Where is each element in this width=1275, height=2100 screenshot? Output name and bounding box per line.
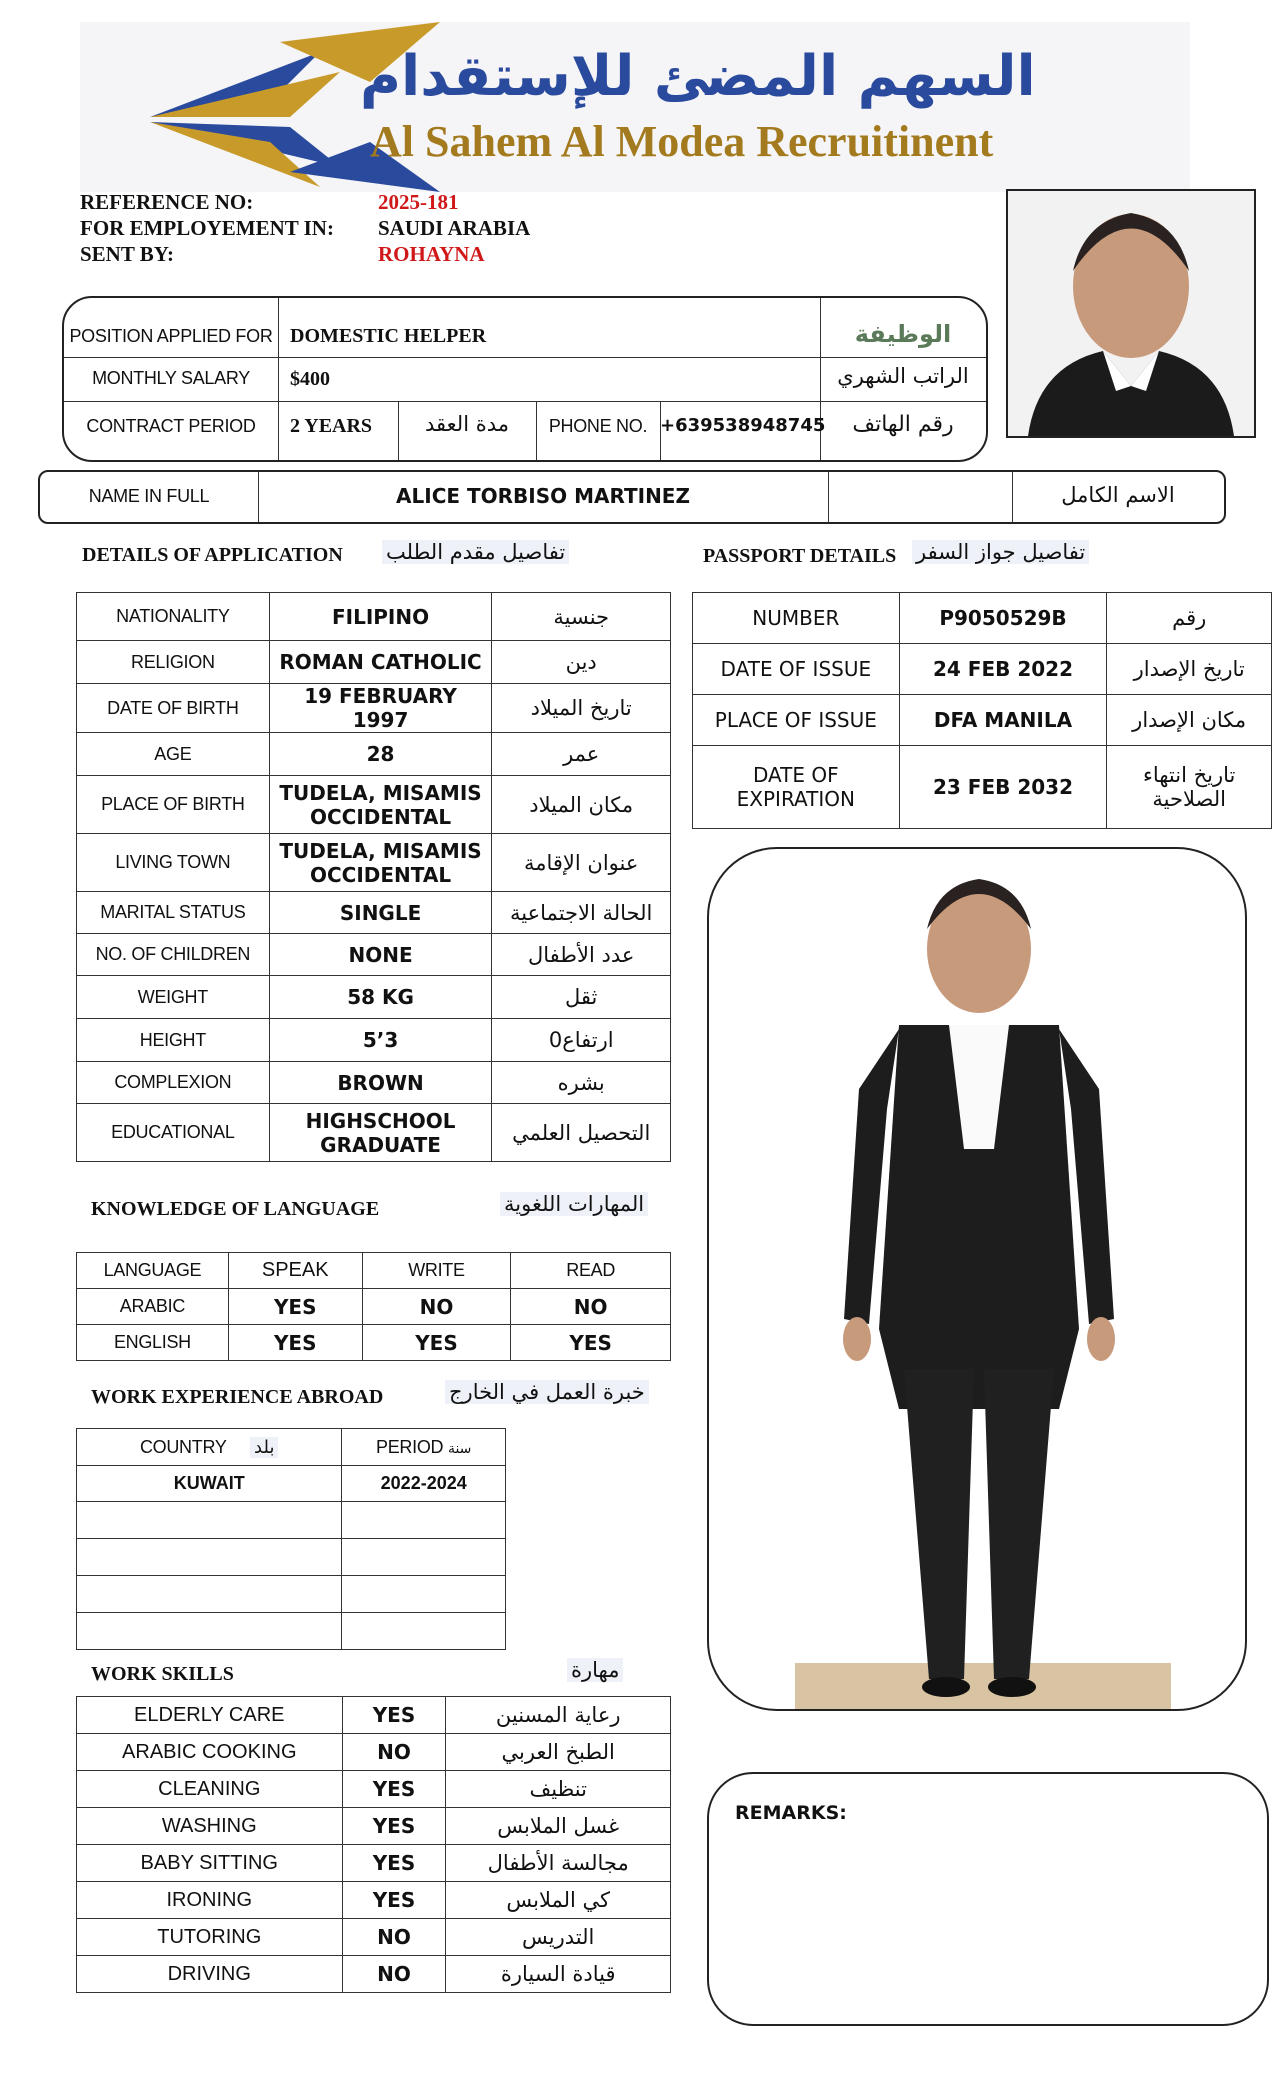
table-row	[77, 1502, 506, 1539]
passport-photo	[1006, 189, 1256, 438]
cell-label: LIVING TOWN	[77, 834, 270, 892]
cell-skill: ARABIC COOKING	[77, 1734, 343, 1771]
table-row	[77, 1771, 671, 1808]
employment-value: SAUDI ARABIA	[378, 216, 531, 240]
cell-period	[342, 1502, 506, 1539]
cell-value: TUDELA, MISAMIS OCCIDENTAL	[269, 776, 492, 834]
employment-label: FOR EMPLOYEMENT IN:	[80, 216, 334, 240]
header-speak: SPEAK	[228, 1253, 362, 1289]
salary-value: $400	[290, 368, 330, 390]
cell-arabic: جنسية	[492, 593, 671, 641]
cell-value: NO	[342, 1734, 446, 1771]
remarks-box	[707, 1772, 1269, 2026]
cell-arabic: مكان الإصدار	[1107, 695, 1272, 746]
cell-write: YES	[362, 1325, 511, 1361]
skills-title: WORK SKILLS	[91, 1663, 234, 1685]
remarks-label: REMARKS:	[735, 1802, 847, 1824]
cell-value: ROMAN CATHOLIC	[269, 641, 492, 684]
table-row	[77, 776, 671, 834]
cell-label: WEIGHT	[77, 976, 270, 1019]
table-row	[77, 1613, 506, 1650]
table-row	[77, 1429, 506, 1466]
cell-value: 5’3	[269, 1019, 492, 1062]
cell-country	[77, 1613, 342, 1650]
cell-value: 58 KG	[269, 976, 492, 1019]
cell-label: DATE OF BIRTH	[77, 684, 270, 733]
experience-title-arabic: خبرة العمل في الخارج	[445, 1380, 649, 1404]
table-row	[77, 1289, 671, 1325]
cell-value: SINGLE	[269, 892, 492, 934]
table-row	[77, 1576, 506, 1613]
application-title-arabic: تفاصيل مقدم الطلب	[382, 540, 569, 564]
table-row	[77, 1539, 506, 1576]
sent-by-label: SENT BY:	[80, 242, 174, 266]
table-row	[77, 1062, 671, 1104]
cell-value: NONE	[269, 934, 492, 976]
cell-value: 23 FEB 2032	[899, 746, 1107, 829]
application-table	[76, 592, 671, 1162]
period-arabic: سنة	[447, 1440, 472, 1457]
cell-arabic: مجالسة الأطفال	[446, 1845, 671, 1882]
salary-arabic: الراتب الشهري	[837, 364, 969, 388]
cell-arabic: تاريخ انتهاء الصلاحية	[1107, 746, 1272, 829]
cell-language: ENGLISH	[77, 1325, 229, 1361]
cell-label: EDUCATIONAL	[77, 1104, 270, 1162]
cell-value: NO	[342, 1956, 446, 1993]
cell-label: MARITAL STATUS	[77, 892, 270, 934]
application-title: DETAILS OF APPLICATION	[82, 544, 343, 566]
reference-label: REFERENCE NO:	[80, 190, 254, 214]
cell-value: YES	[342, 1882, 446, 1919]
full-body-photo-frame	[707, 847, 1247, 1711]
cell-arabic: تنظيف	[446, 1771, 671, 1808]
period-label: PERIOD	[376, 1436, 444, 1457]
company-name-arabic: السهم المضئ للإستقدام	[360, 44, 1036, 109]
cell-skill: ELDERLY CARE	[77, 1697, 343, 1734]
cell-skill: DRIVING	[77, 1956, 343, 1993]
table-row	[693, 746, 1272, 829]
cell-value: DFA MANILA	[899, 695, 1107, 746]
table-row	[693, 593, 1272, 644]
table-row	[77, 733, 671, 776]
table-row	[77, 684, 671, 733]
table-row	[77, 1466, 506, 1502]
cell-label: HEIGHT	[77, 1019, 270, 1062]
cell-arabic: بشره	[492, 1062, 671, 1104]
country-arabic: بلد	[250, 1437, 278, 1458]
country-label: COUNTRY	[139, 1436, 227, 1457]
cell-country: KUWAIT	[77, 1466, 342, 1502]
cell-arabic: تاريخ الإصدار	[1107, 644, 1272, 695]
salary-label: MONTHLY SALARY	[92, 368, 250, 388]
cell-label: NATIONALITY	[77, 593, 270, 641]
cell-value: FILIPINO	[269, 593, 492, 641]
cell-skill: IRONING	[77, 1882, 343, 1919]
cell-value: 19 FEBRUARY 1997	[269, 684, 492, 733]
cell-arabic: التحصيل العلمي	[492, 1104, 671, 1162]
table-row	[77, 834, 671, 892]
name-arabic: الاسم الكامل	[1061, 483, 1175, 507]
cell-country	[77, 1502, 342, 1539]
table-row	[77, 1956, 671, 1993]
table-row	[77, 892, 671, 934]
table-row	[77, 1734, 671, 1771]
cell-value: P9050529B	[899, 593, 1107, 644]
cell-label: AGE	[77, 733, 270, 776]
cell-arabic: دين	[492, 641, 671, 684]
cell-arabic: التدريس	[446, 1919, 671, 1956]
cell-skill: TUTORING	[77, 1919, 343, 1956]
cell-skill: WASHING	[77, 1808, 343, 1845]
cell-label: DATE OF ISSUE	[693, 644, 900, 695]
cell-arabic: رقم	[1107, 593, 1272, 644]
cell-label: PLACE OF BIRTH	[77, 776, 270, 834]
cell-arabic: قيادة السيارة	[446, 1956, 671, 1993]
cell-speak: YES	[228, 1289, 362, 1325]
cell-write: NO	[362, 1289, 511, 1325]
cell-label: DATE OF EXPIRATION	[693, 746, 900, 829]
cell-value: YES	[342, 1697, 446, 1734]
position-label: POSITION APPLIED FOR	[69, 326, 273, 346]
table-row	[77, 1104, 671, 1162]
table-row	[77, 1253, 671, 1289]
cell-value: YES	[342, 1845, 446, 1882]
cell-value: 28	[269, 733, 492, 776]
table-row	[693, 644, 1272, 695]
table-row	[693, 695, 1272, 746]
sent-by-value: ROHAYNA	[378, 242, 485, 266]
header-country	[77, 1429, 342, 1466]
language-title: KNOWLEDGE OF LANGUAGE	[91, 1198, 380, 1220]
table-row	[77, 1325, 671, 1361]
cell-arabic: ارتفاع0	[492, 1019, 671, 1062]
cell-value: YES	[342, 1771, 446, 1808]
cell-arabic: كي الملابس	[446, 1882, 671, 1919]
cell-period	[342, 1576, 506, 1613]
skills-table	[76, 1696, 671, 1993]
cell-skill: BABY SITTING	[77, 1845, 343, 1882]
cell-read: NO	[511, 1289, 671, 1325]
phone-label: PHONE NO.	[548, 416, 648, 436]
name-label: NAME IN FULL	[88, 486, 210, 506]
language-title-arabic: المهارات اللغوية	[500, 1192, 648, 1216]
table-row	[77, 976, 671, 1019]
table-row	[77, 934, 671, 976]
cell-label: COMPLEXION	[77, 1062, 270, 1104]
table-row	[77, 1019, 671, 1062]
position-value: DOMESTIC HELPER	[290, 325, 487, 347]
cell-read: YES	[511, 1325, 671, 1361]
header-period	[342, 1429, 506, 1466]
passport-table	[692, 592, 1272, 829]
cell-label: NO. OF CHILDREN	[77, 934, 270, 976]
table-row	[77, 1845, 671, 1882]
cell-arabic: رعاية المسنين	[446, 1697, 671, 1734]
cell-period	[342, 1539, 506, 1576]
contract-value: 2 YEARS	[290, 415, 373, 437]
cell-label: PLACE OF ISSUE	[693, 695, 900, 746]
name-value: ALICE TORBISO MARTINEZ	[396, 484, 690, 508]
cell-language: ARABIC	[77, 1289, 229, 1325]
phone-value: +639538948745	[660, 415, 826, 436]
cell-arabic: عنوان الإقامة	[492, 834, 671, 892]
cell-value: 24 FEB 2022	[899, 644, 1107, 695]
cell-arabic: مكان الميلاد	[492, 776, 671, 834]
cell-arabic: ثقل	[492, 976, 671, 1019]
cell-period	[342, 1613, 506, 1650]
passport-title-arabic: تفاصيل جواز السفر	[912, 540, 1089, 564]
cell-value: TUDELA, MISAMIS OCCIDENTAL	[269, 834, 492, 892]
position-arabic: الوظيفة	[854, 320, 952, 348]
cell-arabic: غسل الملابس	[446, 1808, 671, 1845]
cell-value: BROWN	[269, 1062, 492, 1104]
cell-value: HIGHSCHOOL GRADUATE	[269, 1104, 492, 1162]
company-name-english: Al Sahem Al Modea Recruitinent	[370, 117, 994, 166]
reference-value: 2025-181	[378, 190, 459, 214]
cell-arabic: عمر	[492, 733, 671, 776]
cell-value: YES	[342, 1808, 446, 1845]
passport-title: PASSPORT DETAILS	[703, 545, 897, 567]
cell-skill: CLEANING	[77, 1771, 343, 1808]
cell-arabic: عدد الأطفال	[492, 934, 671, 976]
experience-table	[76, 1428, 506, 1650]
skills-title-arabic: مهارة	[567, 1658, 623, 1682]
table-row	[77, 593, 671, 641]
table-row	[77, 1919, 671, 1956]
cell-arabic: الطبخ العربي	[446, 1734, 671, 1771]
position-box	[62, 296, 988, 462]
cell-country	[77, 1576, 342, 1613]
table-row	[77, 1882, 671, 1919]
language-table	[76, 1252, 671, 1361]
contract-arabic: مدة العقد	[425, 412, 509, 436]
cell-period: 2022-2024	[342, 1466, 506, 1502]
experience-title: WORK EXPERIENCE ABROAD	[91, 1386, 384, 1408]
cell-arabic: تاريخ الميلاد	[492, 684, 671, 733]
cell-value: NO	[342, 1919, 446, 1956]
table-row	[77, 1697, 671, 1734]
header-read: READ	[511, 1253, 671, 1289]
cell-speak: YES	[228, 1325, 362, 1361]
phone-arabic: رقم الهاتف	[852, 412, 954, 437]
table-row	[77, 1808, 671, 1845]
full-body-photo	[709, 849, 1245, 1709]
full-name-box	[38, 470, 1226, 524]
cell-arabic: الحالة الاجتماعية	[492, 892, 671, 934]
contract-label: CONTRACT PERIOD	[86, 416, 256, 436]
table-row	[77, 641, 671, 684]
header-write: WRITE	[362, 1253, 511, 1289]
cell-country	[77, 1539, 342, 1576]
cell-label: RELIGION	[77, 641, 270, 684]
cell-label: NUMBER	[693, 593, 900, 644]
header-language: LANGUAGE	[77, 1253, 229, 1289]
